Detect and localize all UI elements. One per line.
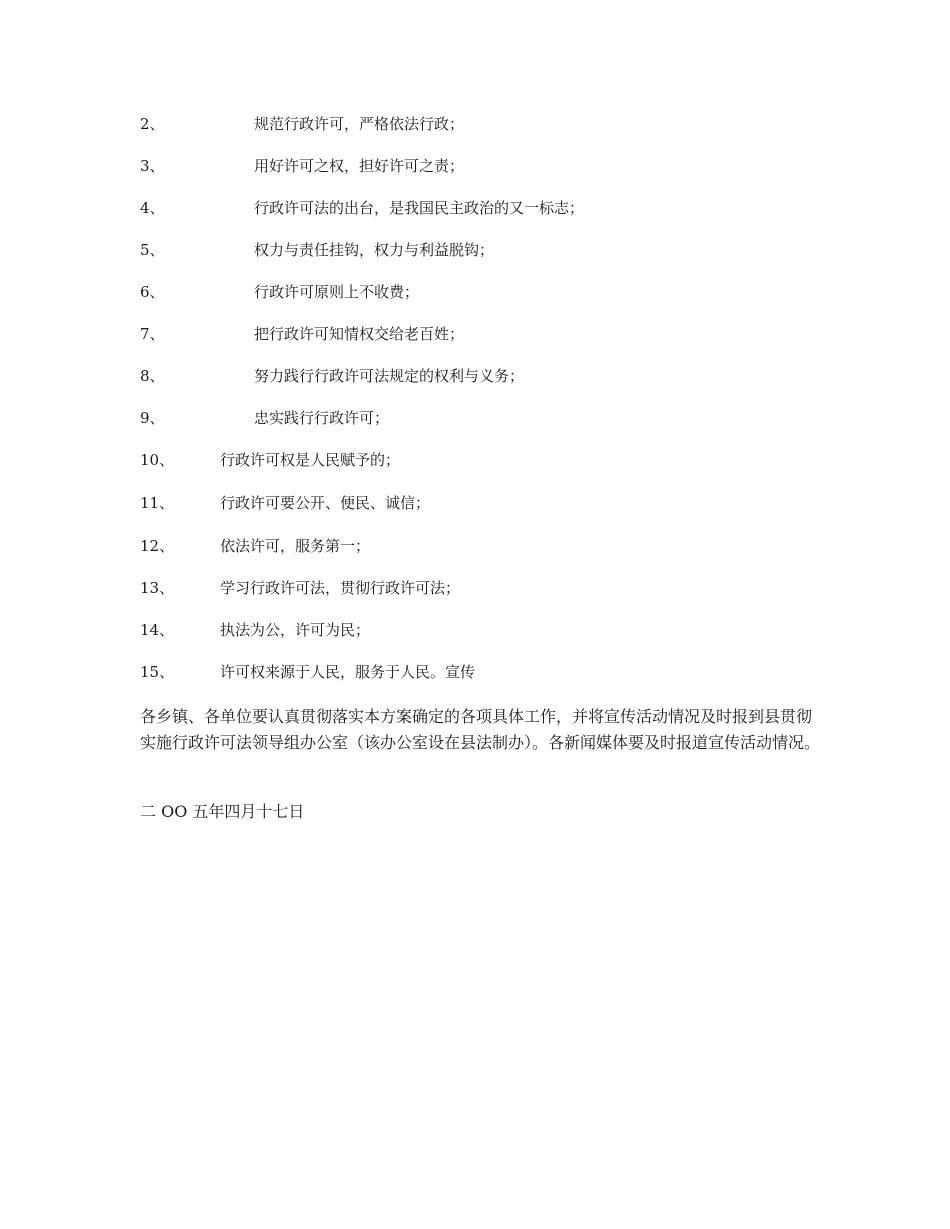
list-item-number: 10、 (140, 451, 175, 469)
list-item-number: 13、 (140, 579, 175, 597)
list-item-number: 7、 (140, 325, 165, 343)
list-item-number: 15、 (140, 663, 175, 681)
list-item-number: 9、 (140, 409, 165, 427)
list-item-text: 学习行政许可法，贯彻行政许可法； (220, 579, 461, 597)
list-item-text: 执法为公，许可为民； (220, 621, 371, 639)
list-item-text: 规范行政许可，严格依法行政； (254, 115, 465, 133)
list-item-number: 4、 (140, 199, 165, 217)
list-item-text: 努力践行行政许可法规定的权利与义务； (254, 367, 525, 385)
list-item-number: 12、 (140, 537, 175, 555)
list-item-text: 行政许可要公开、便民、诚信； (220, 494, 431, 512)
list-item-number: 8、 (140, 367, 165, 385)
list-item-text: 忠实践行行政许可； (254, 409, 390, 427)
closing-paragraph: 各乡镇、各单位要认真贯彻落实本方案确定的各项具体工作，并将宣传活动情况及时报到县贯彻实施行政许可法领导组办公室（该办公室设在县法制办）。各新闻媒体要及时报道宣传活动情况。 (140, 707, 821, 752)
list-item-number: 11、 (140, 494, 175, 512)
list-item-text: 用好许可之权，担好许可之责； (254, 157, 465, 175)
list-item-number: 14、 (140, 621, 175, 639)
list-item-number: 5、 (140, 241, 165, 259)
list-item-text: 权力与责任挂钩，权力与利益脱钩； (254, 241, 495, 259)
document-date: 二 OO 五年四月十七日 (140, 802, 305, 821)
list-item-text: 依法许可，服务第一； (220, 537, 371, 555)
list-item-number: 6、 (140, 283, 165, 301)
list-item-text: 把行政许可知情权交给老百姓； (254, 325, 465, 343)
list-item-text: 行政许可原则上不收费； (254, 283, 420, 301)
list-item-text: 行政许可权是人民赋予的； (220, 451, 401, 469)
list-item-number: 3、 (140, 157, 165, 175)
list-item-text: 行政许可法的出台，是我国民主政治的又一标志； (254, 199, 585, 217)
list-item-number: 2、 (140, 115, 165, 133)
list-item-text: 许可权来源于人民，服务于人民。宣传 (220, 663, 476, 681)
